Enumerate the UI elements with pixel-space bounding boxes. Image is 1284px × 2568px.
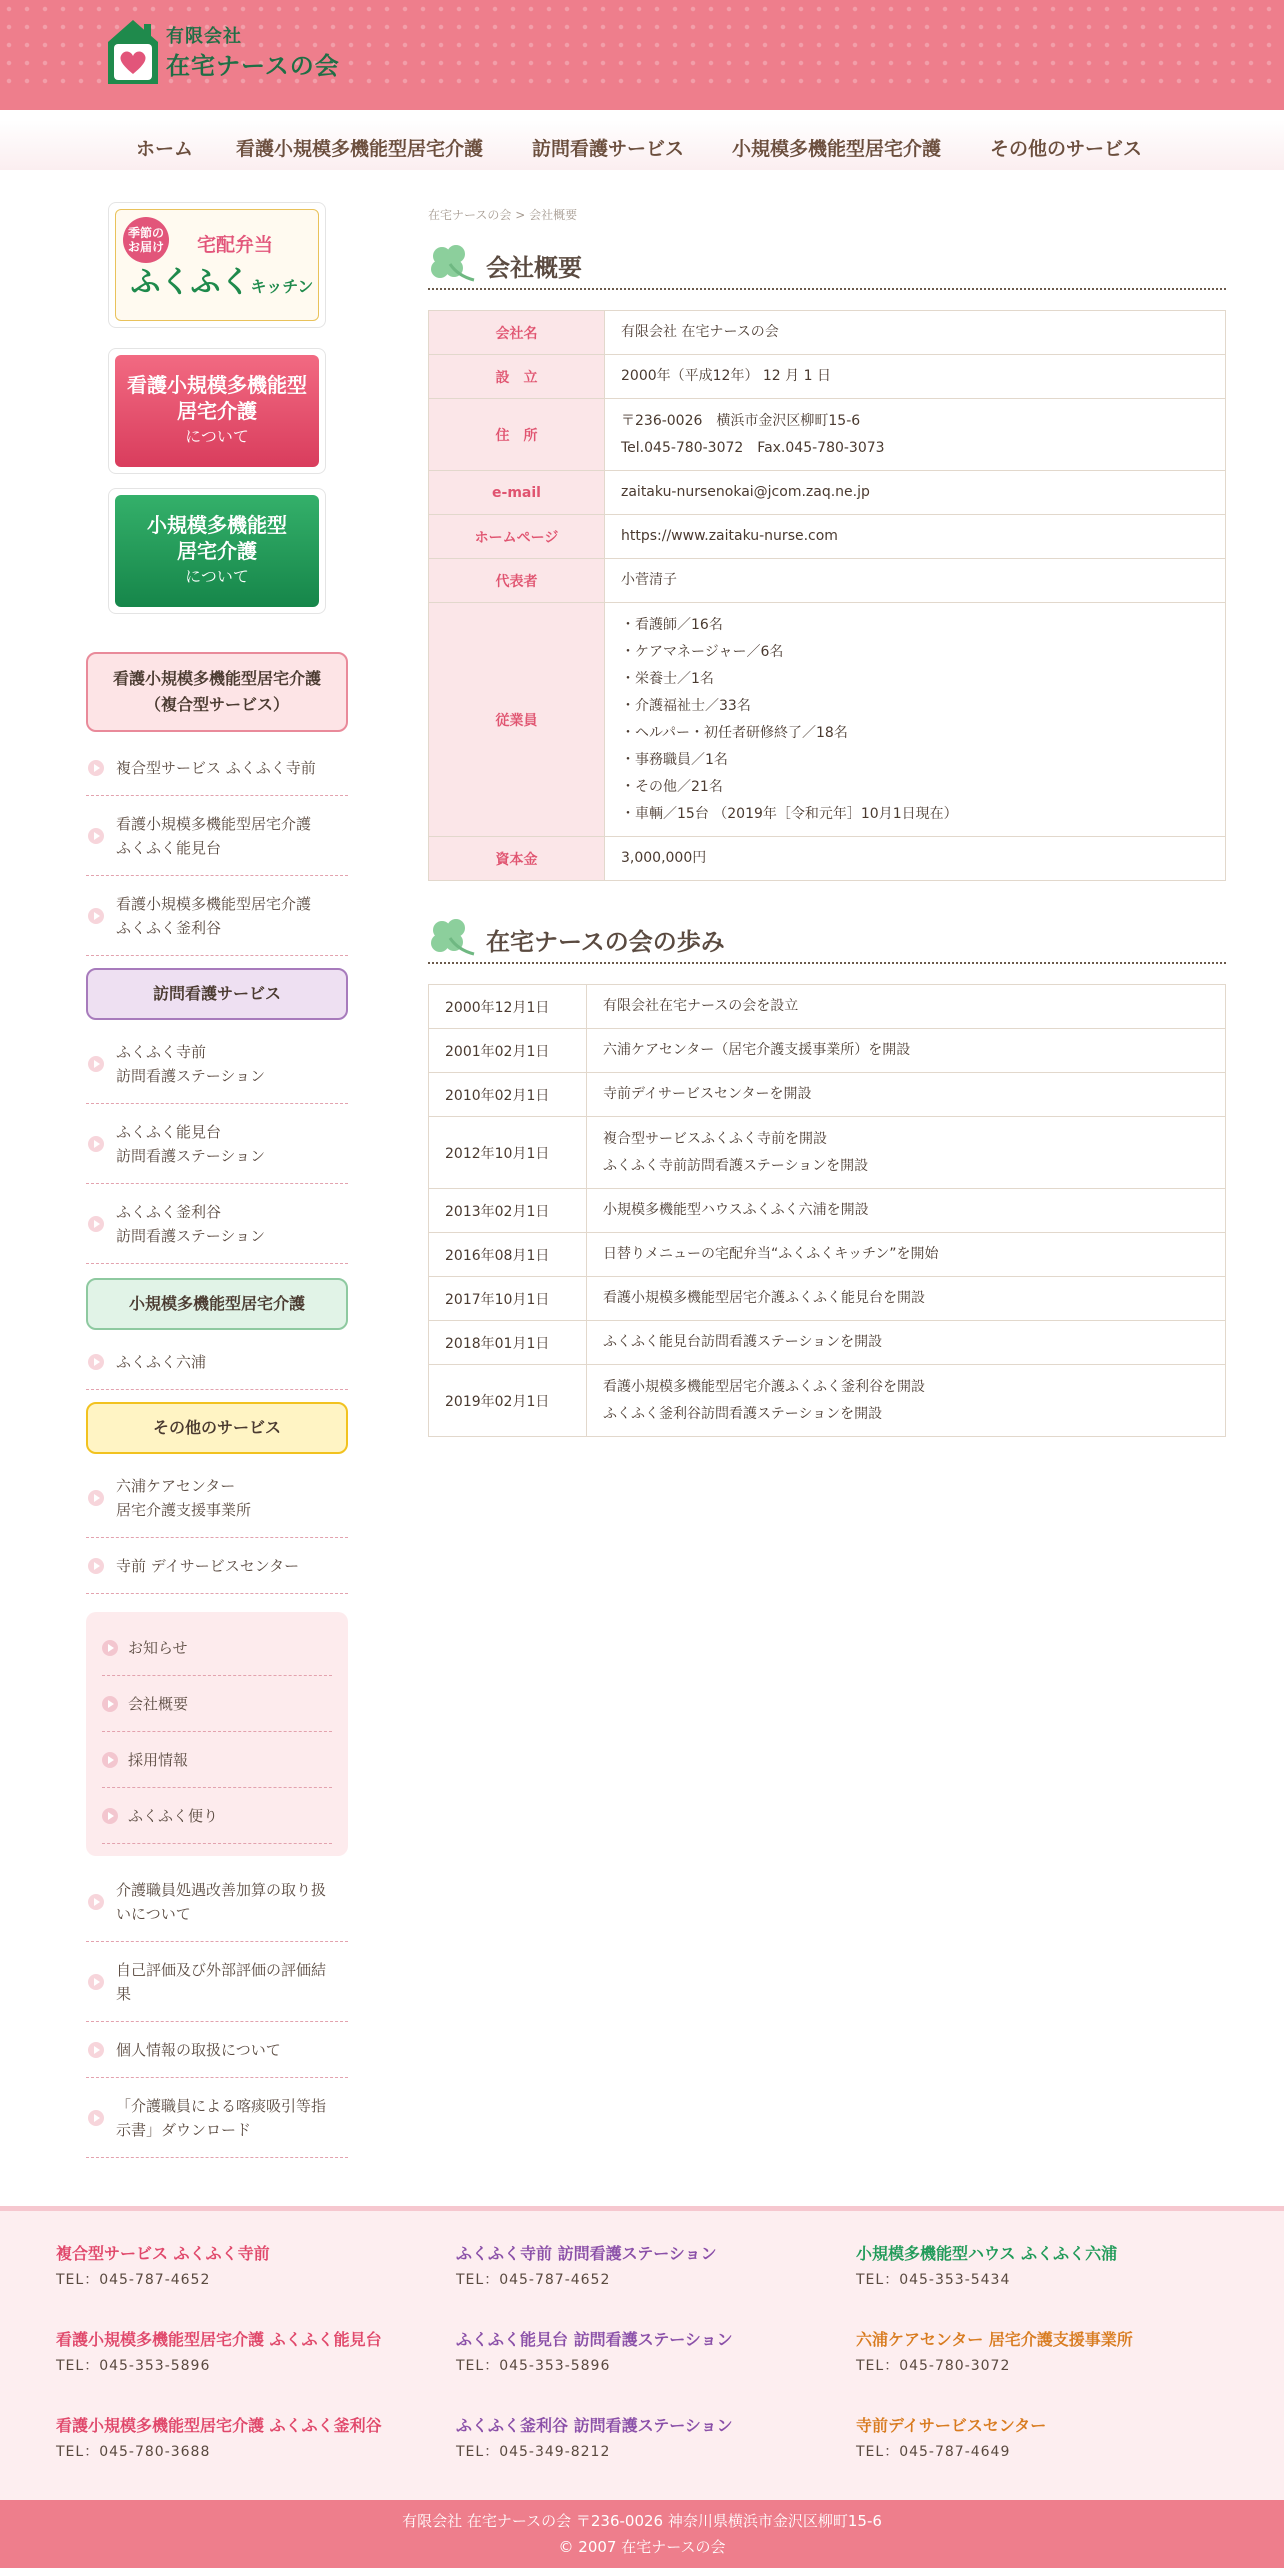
clover-icon — [428, 242, 478, 286]
footer-facility-tel: TEL：045-353-5896 — [56, 2358, 211, 2374]
footer-copyright: © 2007 在宅ナースの会 — [558, 2538, 726, 2556]
site-footer — [0, 2206, 1284, 2500]
sidebar-link-mutsuura[interactable] — [86, 1334, 348, 1390]
info-value — [605, 603, 1226, 837]
info-value-line: 2000年（平成12年） 12 月 1 日 — [621, 368, 831, 384]
clover-icon — [428, 916, 478, 960]
history-date: 2019年02月1日 — [429, 1365, 587, 1437]
sidebar-link-label — [116, 1040, 265, 1088]
bento-tag: 季節のお届け — [123, 217, 169, 263]
history-row — [429, 1117, 1226, 1189]
nav-other[interactable]: その他のサービス — [990, 138, 1143, 160]
copyright-bar — [0, 2500, 1284, 2568]
sidebar-link-shogu[interactable] — [86, 1862, 348, 1942]
footer-facility-tel: TEL：045-780-3688 — [56, 2444, 211, 2460]
link-line1: ふくふく釜利谷 — [116, 1202, 222, 1221]
info-value — [605, 837, 1226, 881]
sidebar-link-teramae-day[interactable] — [86, 1538, 348, 1594]
arrow-bullet-icon — [88, 1056, 104, 1072]
breadcrumb-separator: > — [515, 208, 526, 222]
history-event — [587, 1277, 1226, 1321]
footer-address: 有限会社 在宅ナースの会 〒236-0026 神奈川県横浜市金沢区柳町15-6 — [402, 2512, 882, 2530]
bento-main-small: キッチン — [250, 276, 314, 296]
arrow-bullet-icon — [88, 828, 104, 844]
history-event-line: 日替りメニューの宅配弁当“ふくふくキッチン”を開始 — [603, 1246, 939, 1262]
arrow-bullet-icon — [88, 1136, 104, 1152]
info-value-line: 3,000,000円 — [621, 850, 707, 866]
arrow-bullet-icon — [88, 1974, 104, 1990]
info-value-line: ・看護師／16名 — [621, 616, 723, 633]
info-label: ホームページ — [429, 515, 605, 559]
footer-facility-name[interactable]: 看護小規模多機能型居宅介護 ふくふく釜利谷 — [56, 2416, 382, 2435]
history-event-line: 寺前デイサービスセンターを開設 — [603, 1086, 812, 1102]
sidebar-link-label — [116, 756, 316, 780]
history-row — [429, 1029, 1226, 1073]
footer-facility-tel: TEL：045-353-5896 — [456, 2358, 611, 2374]
category-kango-shoki[interactable] — [86, 652, 348, 732]
info-row — [429, 399, 1226, 471]
history-event — [587, 1321, 1226, 1365]
footer-facility-name[interactable]: 小規模多機能型ハウス ふくふく六浦 — [856, 2244, 1118, 2263]
history-date: 2010年02月1日 — [429, 1073, 587, 1117]
arrow-bullet-icon — [102, 1640, 118, 1656]
info-value-line: ・ヘルパー・初任者研修終了／18名 — [621, 724, 848, 741]
breadcrumb-current: 会社概要 — [529, 208, 578, 222]
info-label: 設 立 — [429, 355, 605, 399]
link-line2: ふくふく能見台 — [116, 838, 222, 857]
info-value-line: ・その他／21名 — [621, 778, 723, 795]
page-title: 会社概要 — [486, 254, 582, 282]
history-event-line: 看護小規模多機能型居宅介護ふくふく釜利谷を開設 — [603, 1378, 925, 1395]
sub-link-label: 会社概要 — [128, 1695, 189, 1713]
info-row — [429, 559, 1226, 603]
info-label: 住 所 — [429, 399, 605, 471]
info-value — [605, 471, 1226, 515]
history-date: 2001年02月1日 — [429, 1029, 587, 1073]
info-value — [605, 559, 1226, 603]
history-event-line: ふくふく釜利谷訪問看護ステーションを開設 — [603, 1405, 883, 1422]
arrow-bullet-icon — [88, 908, 104, 924]
history-event — [587, 1189, 1226, 1233]
footer-facility-name[interactable]: 六浦ケアセンター 居宅介護支援事業所 — [856, 2330, 1133, 2349]
sub-link-label: ふくふく便り — [128, 1807, 219, 1825]
arrow-bullet-icon — [88, 1558, 104, 1574]
info-label: e-mail — [429, 471, 605, 515]
nav-houmon[interactable]: 訪問看護サービス — [532, 138, 685, 160]
nav-home[interactable]: ホーム — [136, 138, 194, 160]
info-row — [429, 603, 1226, 837]
info-label: 代表者 — [429, 559, 605, 603]
bento-main-text: ふくふく — [130, 264, 251, 300]
site-logo[interactable] — [106, 18, 346, 92]
category-other[interactable]: その他のサービス — [86, 1402, 348, 1454]
kango-banner-line2: 居宅介護 — [177, 399, 257, 423]
history-title: 在宅ナースの会の歩み — [486, 928, 725, 956]
history-date: 2018年01月1日 — [429, 1321, 587, 1365]
arrow-bullet-icon — [102, 1696, 118, 1712]
sidebar-link-label — [116, 1554, 299, 1578]
link-line1: 六浦ケアセンター — [116, 1476, 236, 1495]
history-date: 2017年10月1日 — [429, 1277, 587, 1321]
info-value-line: ・栄養士／1名 — [621, 670, 714, 687]
breadcrumb-home[interactable]: 在宅ナースの会 — [428, 208, 512, 222]
info-value — [605, 311, 1226, 355]
link-line2: 居宅介護支援事業所 — [116, 1500, 252, 1519]
arrow-bullet-icon — [102, 1752, 118, 1768]
sidebar-link-label — [116, 1350, 206, 1374]
info-label: 会社名 — [429, 311, 605, 355]
nav-shoki[interactable]: 小規模多機能型居宅介護 — [732, 138, 942, 160]
sidebar-link-kakutan[interactable] — [86, 2078, 348, 2158]
link-line2: ふくふく釜利谷 — [116, 918, 222, 937]
sidebar-link-label — [116, 2094, 326, 2142]
bento-banner[interactable] — [108, 202, 326, 328]
sidebar-link-label — [116, 2038, 281, 2062]
footer-facility-name[interactable]: 複合型サービス ふくふく寺前 — [56, 2244, 270, 2263]
link-line1: 自己評価及び外部評価の評価結 — [116, 1960, 327, 1979]
sidebar-link-label — [116, 1878, 326, 1926]
info-value-line: 〒236-0026 横浜市金沢区柳町15-6 — [621, 412, 861, 429]
info-row — [429, 515, 1226, 559]
history-row — [429, 1073, 1226, 1117]
sidebar-link-teramae-station[interactable] — [86, 1024, 348, 1104]
shoki-banner-line1: 小規模多機能型 — [147, 513, 287, 537]
arrow-bullet-icon — [88, 1354, 104, 1370]
history-event-line: ふくふく寺前訪問看護ステーションを開設 — [603, 1157, 869, 1174]
sidebar-link-label — [116, 1474, 251, 1522]
arrow-bullet-icon — [88, 2042, 104, 2058]
history-row — [429, 1365, 1226, 1437]
house-heart-icon — [106, 18, 160, 86]
footer-facility-tel: TEL：045-787-4652 — [56, 2272, 211, 2288]
sub-link-news[interactable] — [102, 1620, 332, 1676]
sidebar-link-kango-noukendai[interactable] — [86, 796, 348, 876]
history-event-line: 六浦ケアセンター（居宅介護支援事業所）を開設 — [603, 1042, 911, 1058]
sub-link-label: 採用情報 — [128, 1751, 189, 1769]
bento-banner-inner — [115, 209, 319, 321]
kango-banner-line1: 看護小規模多機能型 — [127, 373, 307, 397]
info-value-line: ・事務職員／1名 — [621, 751, 728, 768]
company-info-table — [428, 310, 1226, 881]
logo-company-name: 在宅ナースの会 — [166, 52, 340, 80]
history-date: 2016年08月1日 — [429, 1233, 587, 1277]
breadcrumb — [428, 206, 577, 223]
info-label: 従業員 — [429, 603, 605, 837]
link-line1: 個人情報の取扱について — [116, 2040, 281, 2059]
footer-facility-tel: TEL：045-780-3072 — [856, 2358, 1011, 2374]
sidebar-link-label — [116, 892, 311, 940]
sub-menu-box — [86, 1612, 348, 1856]
history-heading — [428, 912, 1226, 964]
footer-facility-tel: TEL：045-349-8212 — [456, 2444, 611, 2460]
global-nav — [0, 120, 1284, 170]
history-event — [587, 1365, 1226, 1437]
category-kango-shoki-line1: 看護小規模多機能型居宅介護 — [112, 669, 321, 688]
history-row — [429, 1277, 1226, 1321]
info-label: 資本金 — [429, 837, 605, 881]
info-value-line: 小菅清子 — [621, 572, 677, 588]
footer-facility-name[interactable]: 寺前デイサービスセンター — [856, 2416, 1047, 2435]
link-line1: 「介護職員による喀痰吸引等指 — [116, 2096, 327, 2115]
link-line1: 寺前 デイサービスセンター — [116, 1556, 300, 1575]
info-value-line[interactable]: https://www.zaitaku-nurse.com — [621, 528, 838, 544]
kango-banner[interactable] — [108, 348, 326, 474]
info-value-line: ・介護福祉士／33名 — [621, 697, 751, 714]
sidebar-link-kamariya-station[interactable] — [86, 1184, 348, 1264]
arrow-bullet-icon — [88, 760, 104, 776]
footer-facility-name[interactable]: ふくふく能見台 訪問看護ステーション — [456, 2330, 733, 2349]
arrow-bullet-icon — [88, 1894, 104, 1910]
sub-link-recruit[interactable] — [102, 1732, 332, 1788]
arrow-bullet-icon — [88, 2110, 104, 2126]
kango-banner-line3: について — [185, 427, 249, 446]
nav-kango-shoki[interactable]: 看護小規模多機能型居宅介護 — [236, 138, 484, 160]
history-row — [429, 1233, 1226, 1277]
history-date: 2013年02月1日 — [429, 1189, 587, 1233]
history-event — [587, 985, 1226, 1029]
sidebar-link-label — [116, 812, 311, 860]
footer-facility-tel: TEL：045-787-4649 — [856, 2444, 1011, 2460]
link-line1: 看護小規模多機能型居宅介護 — [116, 894, 312, 913]
sidebar-link-fukugou-teramae[interactable] — [86, 740, 348, 796]
sidebar-link-hyouka[interactable] — [86, 1942, 348, 2022]
link-line2: 訪問看護ステーション — [116, 1226, 266, 1245]
logo-company-type: 有限会社 — [166, 26, 242, 47]
sidebar-link-noukendai-station[interactable] — [86, 1104, 348, 1184]
info-value — [605, 515, 1226, 559]
bento-main — [131, 257, 314, 301]
info-row — [429, 837, 1226, 881]
header-scallop-edge — [0, 96, 1284, 120]
footer-facility-name[interactable]: ふくふく寺前 訪問看護ステーション — [456, 2244, 717, 2263]
footer-facility-name[interactable]: ふくふく釜利谷 訪問看護ステーション — [456, 2416, 733, 2435]
sidebar-link-privacy[interactable] — [86, 2022, 348, 2078]
info-row — [429, 471, 1226, 515]
history-event-line: 看護小規模多機能型居宅介護ふくふく能見台を開設 — [603, 1290, 925, 1306]
history-event-line: 小規模多機能型ハウスふくふく六浦を開設 — [603, 1202, 869, 1218]
category-shoki[interactable]: 小規模多機能型居宅介護 — [86, 1278, 348, 1330]
footer-facility-tel: TEL：045-787-4652 — [456, 2272, 611, 2288]
sidebar-link-label — [116, 1958, 326, 2006]
link-line1: 介護職員処遇改善加算の取り扱 — [116, 1880, 327, 1899]
footer-facility-name[interactable]: 看護小規模多機能型居宅介護 ふくふく能見台 — [56, 2330, 382, 2349]
link-line2: 訪問看護ステーション — [116, 1066, 266, 1085]
history-row — [429, 985, 1226, 1029]
info-value-line[interactable]: zaitaku-nursenokai@jcom.zaq.ne.jp — [621, 484, 870, 500]
info-value — [605, 399, 1226, 471]
link-line1: 看護小規模多機能型居宅介護 — [116, 814, 312, 833]
history-event — [587, 1233, 1226, 1277]
sidebar-link-label — [116, 1120, 265, 1168]
history-event-line: 複合型サービスふくふく寺前を開設 — [603, 1130, 827, 1147]
arrow-bullet-icon — [88, 1216, 104, 1232]
link-line1: ふくふく能見台 — [116, 1122, 222, 1141]
history-row — [429, 1189, 1226, 1233]
shoki-banner-inner — [115, 495, 319, 607]
arrow-bullet-icon — [102, 1808, 118, 1824]
info-row — [429, 355, 1226, 399]
sidebar-link-mutsuura-care[interactable] — [86, 1458, 348, 1538]
history-event — [587, 1117, 1226, 1189]
sub-link-letter[interactable] — [102, 1788, 332, 1844]
history-event — [587, 1029, 1226, 1073]
sub-link-label: お知らせ — [128, 1639, 188, 1657]
info-value-line: ・ケアマネージャー／6名 — [621, 643, 784, 660]
history-table — [428, 984, 1226, 1437]
info-value-line: Tel.045-780-3072 Fax.045-780-3073 — [621, 439, 885, 456]
link-line2: いについて — [116, 1904, 191, 1923]
bento-sub: 宅配弁当 — [196, 233, 273, 256]
shoki-banner-line2: 居宅介護 — [177, 539, 257, 563]
shoki-banner-line3: について — [185, 567, 249, 586]
sidebar-link-kango-kamariya[interactable] — [86, 876, 348, 956]
company-overview-heading — [428, 238, 1226, 290]
history-event-line: 有限会社在宅ナースの会を設立 — [603, 998, 799, 1014]
link-line2: 果 — [116, 1984, 132, 2003]
link-line1: 複合型サービス ふくふく寺前 — [116, 758, 316, 777]
sidebar-link-label — [116, 1200, 265, 1248]
info-row — [429, 311, 1226, 355]
category-houmon[interactable]: 訪問看護サービス — [86, 968, 348, 1020]
history-row — [429, 1321, 1226, 1365]
link-line2: 示書」ダウンロード — [116, 2120, 252, 2139]
history-date: 2000年12月1日 — [429, 985, 587, 1029]
category-kango-shoki-line2: （複合型サービス） — [144, 695, 289, 714]
history-event-line: ふくふく能見台訪問看護ステーションを開設 — [603, 1334, 883, 1350]
sub-link-company[interactable] — [102, 1676, 332, 1732]
footer-facility-tel: TEL：045-353-5434 — [856, 2272, 1011, 2288]
history-date: 2012年10月1日 — [429, 1117, 587, 1189]
info-value — [605, 355, 1226, 399]
info-value-line: 有限会社 在宅ナースの会 — [621, 324, 779, 340]
kango-banner-inner — [115, 355, 319, 467]
history-event — [587, 1073, 1226, 1117]
arrow-bullet-icon — [88, 1490, 104, 1506]
link-line1: ふくふく寺前 — [116, 1042, 207, 1061]
info-value-line: ・車輌／15台 （2019年［令和元年］10月1日現在） — [621, 805, 958, 822]
shoki-banner[interactable] — [108, 488, 326, 614]
link-line2: 訪問看護ステーション — [116, 1146, 266, 1165]
link-line1: ふくふく六浦 — [116, 1352, 207, 1371]
